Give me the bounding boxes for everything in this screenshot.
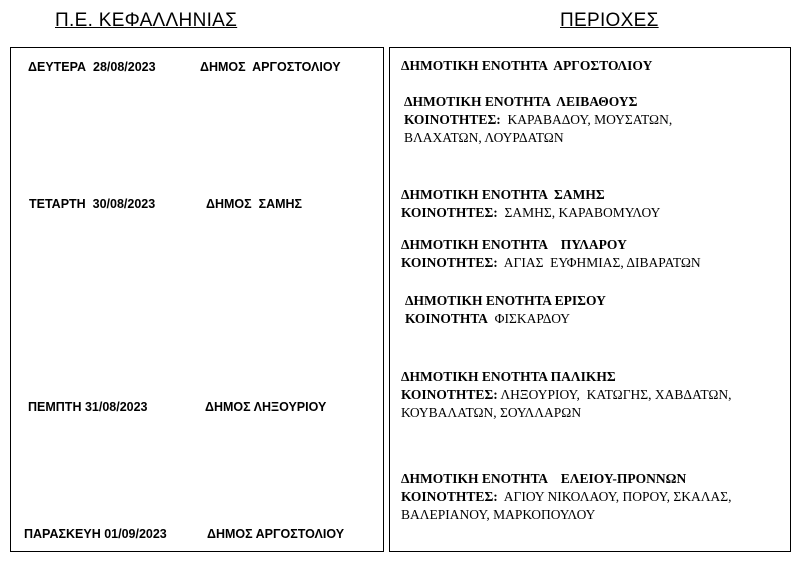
schedule-municipality-3: ΔΗΜΟΣ ΛΗΞΟΥΡΙΟΥ [205,400,327,414]
schedule-day-2: ΤΕΤΑΡΤΗ 30/08/2023 [29,197,156,211]
unit-sami: ΔΗΜΟΤΙΚΗ ΕΝΟΤΗΤΑ ΣΑΜΗΣ [401,187,605,202]
schedule-municipality-2: ΔΗΜΟΣ ΣΑΜΗΣ [206,197,303,211]
areas-box [389,47,791,552]
communities-list: ΑΓΙΟΥ ΝΙΚΟΛΑΟΥ, ΠΟΡΟΥ, ΣΚΑΛΑΣ, [497,489,732,504]
communities-label: ΚΟΙΝΟΤΗΤΑ [405,311,488,326]
communities-eleios-pronnon-cont: ΒΑΛΕΡΙΑΝΟΥ, ΜΑΡΚΟΠΟΥΛΟΥ [401,507,596,522]
communities-label: ΚΟΙΝΟΤΗΤΕΣ: [401,205,498,220]
unit-argostoli: ΔΗΜΟΤΙΚΗ ΕΝΟΤΗΤΑ ΑΡΓΟΣΤΟΛΙΟΥ [401,58,653,73]
communities-list: ΦΙΣΚΑΡΔΟΥ [487,311,571,326]
schedule-day-4: ΠΑΡΑΣΚΕΥΗ 01/09/2023 [24,527,167,541]
unit-pylaros: ΔΗΜΟΤΙΚΗ ΕΝΟΤΗΤΑ ΠΥΛΑΡΟΥ [401,237,627,252]
communities-sami [401,204,660,222]
unit-paliki: ΔΗΜΟΤΙΚΗ ΕΝΟΤΗΤΑ ΠΑΛΙΚΗΣ [401,369,616,384]
communities-list: ΚΑΡΑΒΑΔΟΥ, ΜΟΥΣΑΤΩΝ, [500,112,673,127]
communities-label: ΚΟΙΝΟΤΗΤΕΣ: [401,255,498,270]
unit-eleios-pronnon: ΔΗΜΟΤΙΚΗ ΕΝΟΤΗΤΑ ΕΛΕΙΟΥ-ΠΡΟΝΝΩΝ [401,471,687,486]
communities-label: ΚΟΙΝΟΤΗΤΕΣ: [401,387,498,402]
header-prefecture: Π.Ε. ΚΕΦΑΛΛΗΝΙΑΣ [55,10,238,31]
header-areas: ΠΕΡΙΟΧΕΣ [560,10,659,31]
communities-label: ΚΟΙΝΟΤΗΤΕΣ: [404,112,501,127]
communities-eleios-pronnon [401,488,732,506]
communities-paliki-cont: ΚΟΥΒΑΛΑΤΩΝ, ΣΟΥΛΛΑΡΩΝ [401,405,582,420]
communities-list: ΣΑΜΗΣ, ΚΑΡΑΒΟΜΥΛΟΥ [497,205,661,220]
schedule-municipality-4: ΔΗΜΟΣ ΑΡΓΟΣΤΟΛΙΟΥ [207,527,345,541]
schedule-day-3: ΠΕΜΠΤΗ 31/08/2023 [28,400,148,414]
communities-paliki [401,386,732,404]
communities-list: ΑΓΙΑΣ ΕΥΦΗΜΙΑΣ, ΔΙΒΑΡΑΤΩΝ [497,255,701,270]
communities-erisos [405,310,570,328]
schedule-box [10,47,384,552]
schedule-day-1: ΔΕΥΤΕΡΑ 28/08/2023 [28,60,156,74]
communities-leivathos-cont: ΒΛΑΧΑΤΩΝ, ΛΟΥΡΔΑΤΩΝ [404,130,564,145]
unit-leivathos: ΔΗΜΟΤΙΚΗ ΕΝΟΤΗΤΑ ΛΕΙΒΑΘΟΥΣ [404,94,638,109]
unit-erisos: ΔΗΜΟΤΙΚΗ ΕΝΟΤΗΤΑ ΕΡΙΣΟΥ [405,293,606,308]
communities-list: ΛΗΞΟΥΡΙΟΥ, ΚΑΤΩΓΗΣ, ΧΑΒΔΑΤΩΝ, [497,387,732,402]
schedule-municipality-1: ΔΗΜΟΣ ΑΡΓΟΣΤΟΛΙΟΥ [200,60,341,74]
communities-leivathos [404,111,672,129]
communities-pylaros [401,254,701,272]
communities-label: ΚΟΙΝΟΤΗΤΕΣ: [401,489,498,504]
